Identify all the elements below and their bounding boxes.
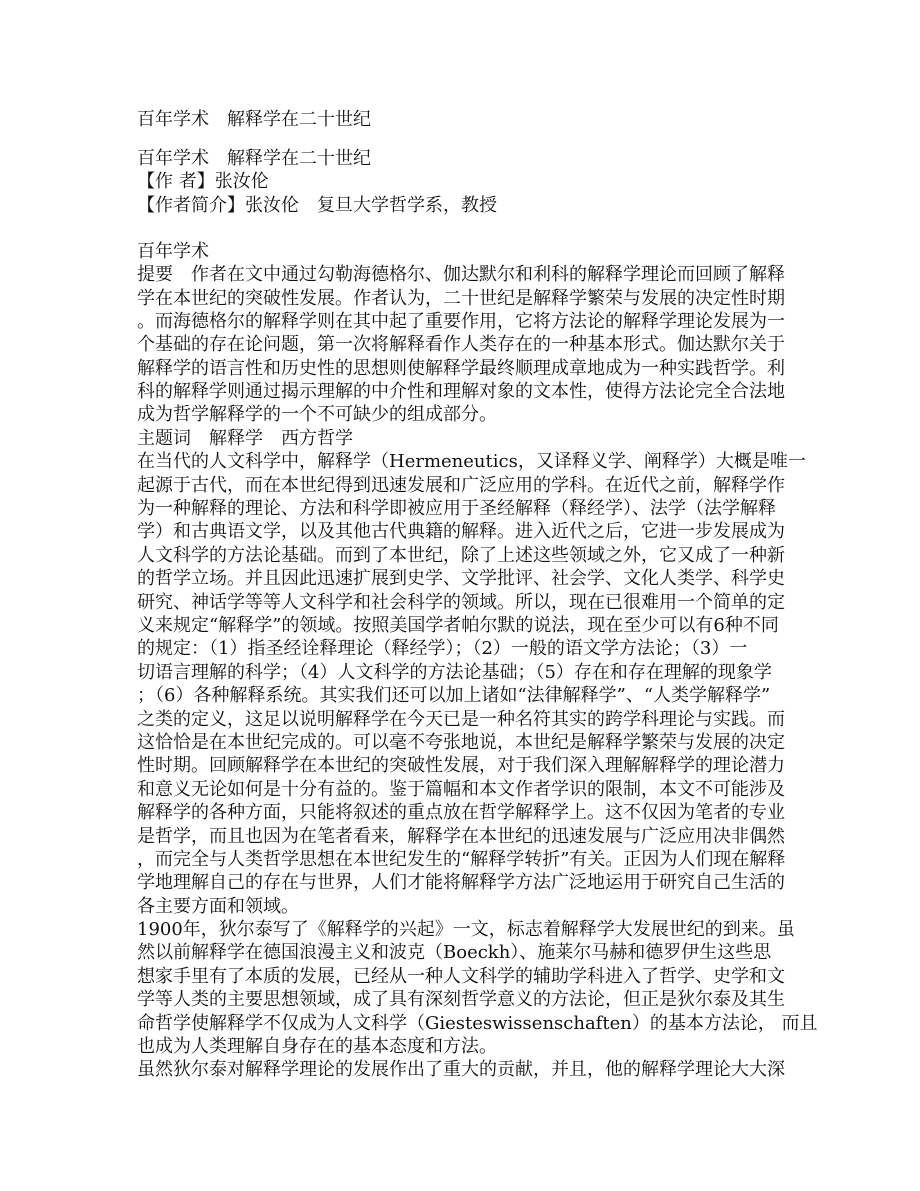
text-line: 科的解释学则通过揭示理解的中介性和理解对象的文本性，使得方法论完全合法地 xyxy=(137,381,785,403)
text-line: 性时期。回顾解释学在本世纪的突破性发展，对于我们深入理解解释学的理论潜力 xyxy=(137,755,785,777)
text-line: 人文科学的方法论基础。而到了本世纪，除了上述这些领域之外，它又成了一种新 xyxy=(137,544,785,566)
text-line: 成为哲学解释学的一个不可缺少的组成部分。 xyxy=(137,404,497,426)
text-line: 的规定：（1）指圣经诠释理论（释经学）；（2）一般的语文学方法论；（3）一 xyxy=(137,638,748,660)
article-title: 百年学术 解释学在二十世纪 xyxy=(137,147,371,169)
paragraph-2 xyxy=(137,918,818,1058)
text-line: 是哲学，而且也因为在笔者看来，解释学在本世纪的迅速发展与广泛应用决非偶然 xyxy=(137,825,785,847)
text-line: 也成为人类理解自身存在的基本态度和方法。 xyxy=(137,1036,497,1058)
document-page xyxy=(137,108,818,1082)
text-line: 想家手里有了本质的发展，已经从一种人文科学的辅助学科进入了哲学、史学和文 xyxy=(137,965,785,987)
text-line: ，而完全与人类哲学思想在本世纪发生的“解释学转折”有关。正因为人们现在解释 xyxy=(137,848,786,870)
text-line: 1900年，狄尔泰写了《解释学的兴起》一文，标志着解释学大发展世纪的到来。虽 xyxy=(137,919,795,941)
paragraph-1 xyxy=(137,450,806,918)
text-line: 各主要方面和领域。 xyxy=(137,895,299,917)
text-line: 义来规定“解释学”的领域。按照美国学者帕尔默的说法，现在至少可以有6种不同 xyxy=(137,615,779,636)
text-line: 个基础的存在论问题，第一次将解释看作人类存在的一种基本形式。伽达默尔关于 xyxy=(137,334,785,356)
paragraph-3 xyxy=(137,1058,797,1081)
text-line: 的哲学立场。并且因此迅速扩展到史学、文学批评、社会学、文化人类学、科学史 xyxy=(137,568,785,590)
text-line: 这恰恰是在本世纪完成的。可以毫不夸张地说，本世纪是解释学繁荣与发展的决定 xyxy=(137,731,785,753)
text-line: 研究、神话学等等人文科学和社会科学的领域。所以，现在已很难用一个简单的定 xyxy=(137,591,785,613)
text-line: 起源于古代，而在本世纪得到迅速发展和广泛应用的学科。在近代之前，解释学作 xyxy=(137,474,785,496)
author-bio-line: 【作者简介】张汝伦 复旦大学哲学系，教授 xyxy=(137,194,497,216)
text-line: 学在本世纪的突破性发展。作者认为，二十世纪是解释学繁荣与发展的决定性时期 xyxy=(137,287,785,309)
text-line: 之类的定义，这足以说明解释学在今天已是一种名符其实的跨学科理论与实践。而 xyxy=(137,708,785,730)
text-line: 切语言理解的科学；（4）人文科学的方法论基础；（5）存在和存在理解的现象学 xyxy=(137,661,772,683)
text-line: 学等人类的主要思想领域，成了具有深刻哲学意义的方法论，但正是狄尔泰及其生 xyxy=(137,989,785,1011)
keywords-line: 主题词 解释学 西方哲学 xyxy=(137,427,353,449)
text-line: 和意义无论如何是十分有益的。鉴于篇幅和本文作者学识的限制，本文不可能涉及 xyxy=(137,778,785,800)
text-line: 解释学的语言性和历史性的思想则使解释学最终顺理成章地成为一种实践哲学。利 xyxy=(137,357,785,379)
text-line: 然以前解释学在德国浪漫主义和波克（Boeckh）、施莱尔马赫和德罗伊生这些思 xyxy=(137,942,772,964)
section-label: 百年学术 xyxy=(137,240,209,262)
text-line: 提要 作者在文中通过勾勒海德格尔、伽达默尔和利科的解释学理论而回顾了解释 xyxy=(137,264,785,286)
author-line: 【作 者】张汝伦 xyxy=(137,171,269,193)
text-line: ；（6）各种解释系统。其实我们还可以加上诸如“法律解释学”、“人类学解释学” xyxy=(137,685,771,707)
text-line: 。而海德格尔的解释学则在其中起了重要作用，它将方法论的解释学理论发展为一 xyxy=(137,310,785,332)
text-line: 学）和古典语文学，以及其他古代典籍的解释。进入近代之后，它进一步发展成为 xyxy=(137,521,785,543)
document-title: 百年学术 解释学在二十世纪 xyxy=(137,109,371,130)
text-line: 命哲学使解释学不仅成为人文科学（Giesteswissenschaften）的基本方法论， 而且 xyxy=(137,1012,818,1034)
text-line: 在当代的人文科学中，解释学（Hermeneutics，又译释义学、阐释学）大概是唯一 xyxy=(137,451,806,473)
text-line: 为一种解释的理论、方法和科学即被应用于圣经解释（释经学）、法学（法学解释 xyxy=(137,498,776,520)
text-line: 学地理解自己的存在与世界，人们才能将解释学方法广泛地运用于研究自己生活的 xyxy=(137,872,785,894)
text-line: 解释学的各种方面，只能将叙述的重点放在哲学解释学上。这不仅因为笔者的专业 xyxy=(137,802,785,824)
text-line: 虽然狄尔泰对解释学理论的发展作出了重大的贡献，并且，他的解释学理论大大深 xyxy=(137,1059,785,1081)
abstract xyxy=(137,263,797,427)
